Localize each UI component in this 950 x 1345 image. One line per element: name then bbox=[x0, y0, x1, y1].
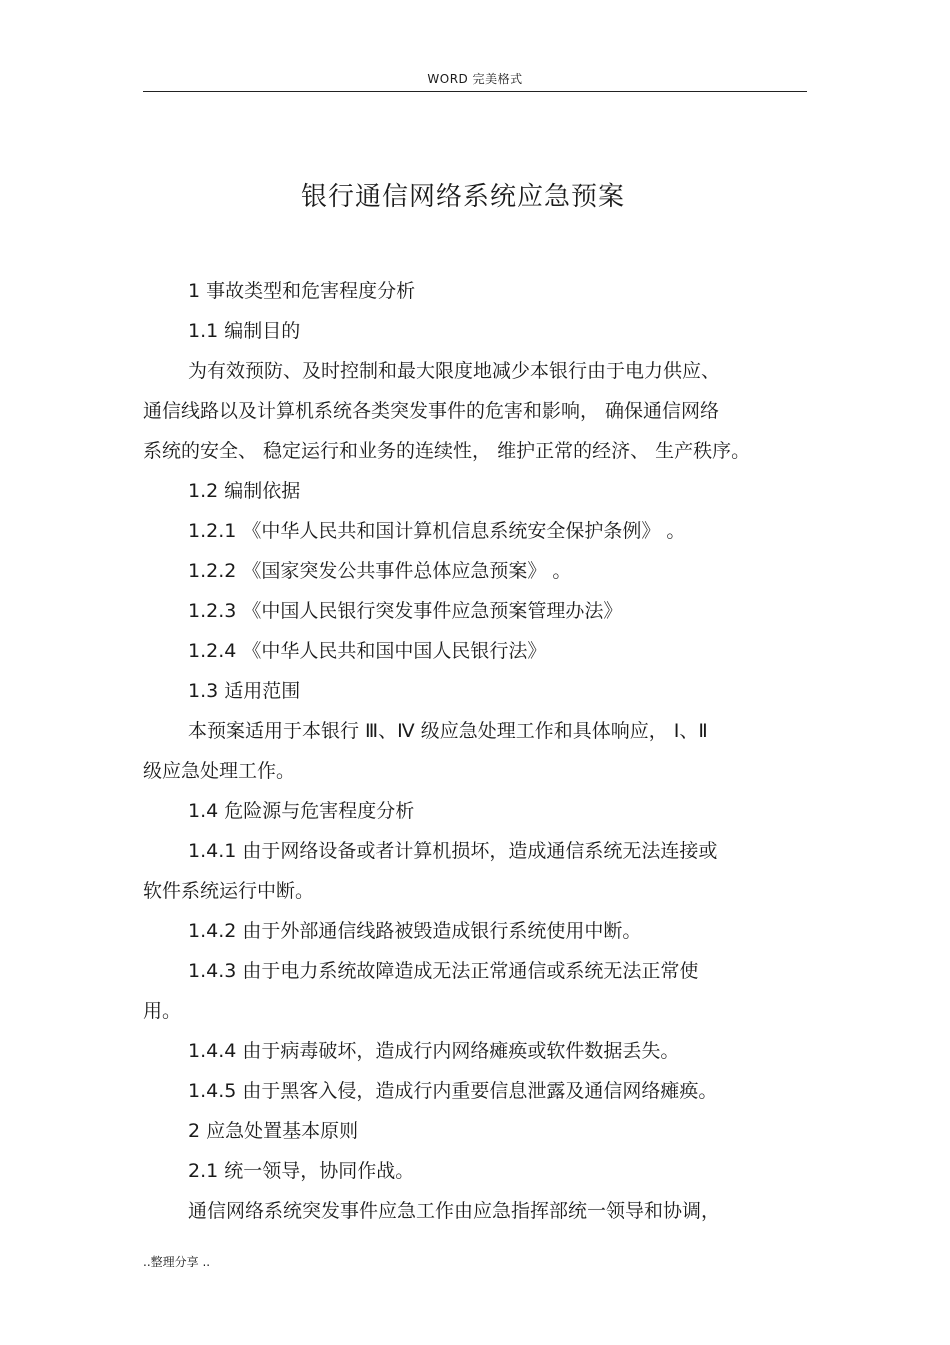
body-line: 1.2.3 《中国人民银行突发事件应急预案管理办法》 bbox=[188, 600, 623, 622]
body-line: 1.4.1 由于网络设备或者计算机损坏，造成通信系统无法连接或 bbox=[188, 840, 718, 862]
body-line: 1.4.2 由于外部通信线路被毁造成银行系统使用中断。 bbox=[188, 920, 642, 942]
body-line: 1.2 编制依据 bbox=[188, 480, 301, 502]
body-line: 通信网络系统突发事件应急工作由应急指挥部统一领导和协调， bbox=[188, 1200, 721, 1222]
body-line: 1.3 适用范围 bbox=[188, 680, 301, 702]
body-line: 2 应急处置基本原则 bbox=[188, 1120, 359, 1142]
body-line: 为有效预防、及时控制和最大限度地减少本银行由于电力供应、 bbox=[188, 360, 721, 382]
body-line: 用。 bbox=[143, 1000, 182, 1022]
header-label: WORD 完美格式 bbox=[427, 72, 523, 86]
body-line: 1.4 危险源与危害程度分析 bbox=[188, 800, 415, 822]
body-line: 1.4.5 由于黑客入侵，造成行内重要信息泄露及通信网络瘫痪。 bbox=[188, 1080, 718, 1102]
body-line: 1.4.3 由于电力系统故障造成无法正常通信或系统无法正常使 bbox=[188, 960, 699, 982]
body-line: 1.4.4 由于病毒破坏，造成行内网络瘫痪或软件数据丢失。 bbox=[188, 1040, 680, 1062]
page-footer: ..整理分享 .. bbox=[143, 1255, 211, 1269]
header-divider bbox=[143, 91, 807, 92]
body-line: 系统的安全、 稳定运行和业务的连续性， 维护正常的经济、 生产秩序。 bbox=[143, 440, 751, 462]
body-line: 1 事故类型和危害程度分析 bbox=[188, 280, 416, 302]
body-line: 通信线路以及计算机系统各类突发事件的危害和影响， 确保通信网络 bbox=[143, 400, 720, 422]
body-line: 级应急处理工作。 bbox=[143, 760, 296, 782]
body-line: 1.1 编制目的 bbox=[188, 320, 301, 342]
body-line: 本预案适用于本银行 Ⅲ、Ⅳ 级应急处理工作和具体响应， Ⅰ、Ⅱ bbox=[188, 720, 708, 742]
body-line: 软件系统运行中断。 bbox=[143, 880, 315, 902]
body-line: 2.1 统一领导，协同作战。 bbox=[188, 1160, 415, 1182]
document-title: 银行通信网络系统应急预案 bbox=[300, 182, 625, 212]
body-line: 1.2.4 《中华人民共和国中国人民银行法》 bbox=[188, 640, 547, 662]
body-line: 1.2.1 《中华人民共和国计算机信息系统安全保护条例》 。 bbox=[188, 520, 686, 542]
body-line: 1.2.2 《国家突发公共事件总体应急预案》 。 bbox=[188, 560, 572, 582]
